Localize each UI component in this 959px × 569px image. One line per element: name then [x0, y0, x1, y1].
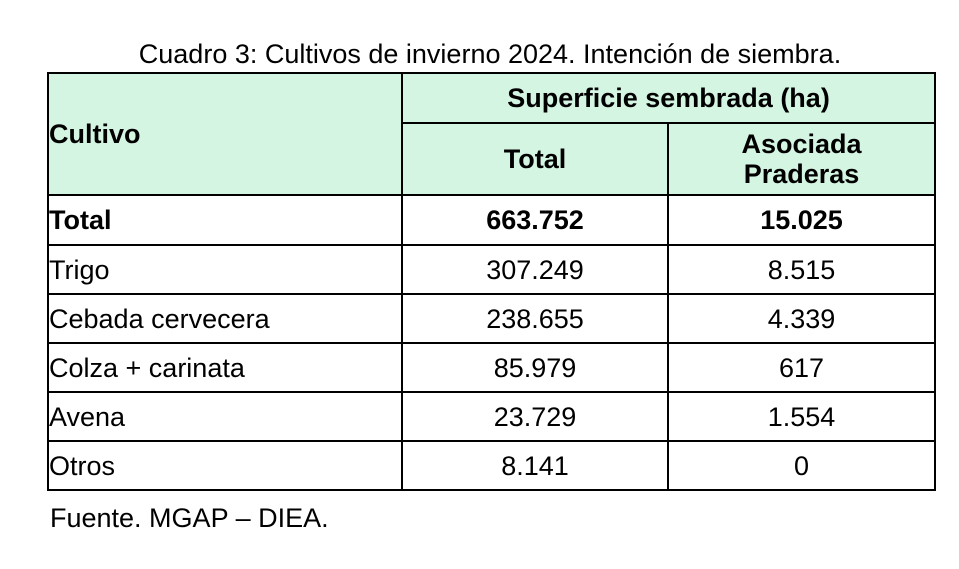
row-cultivo: Trigo	[48, 245, 402, 294]
header-superficie-sembrada: Superficie sembrada (ha)	[402, 73, 935, 123]
table-row	[48, 343, 935, 392]
crops-table	[47, 72, 936, 491]
row-total: 8.141	[402, 441, 668, 490]
table-caption: Cuadro 3: Cultivos de invierno 2024. Intención de siembra.	[138, 39, 842, 69]
row-total: 238.655	[402, 294, 668, 343]
row-cultivo: Cebada cervecera	[48, 294, 402, 343]
row-cultivo: Colza + carinata	[48, 343, 402, 392]
table-row	[48, 392, 935, 441]
row-total: 307.249	[402, 245, 668, 294]
table-row-total	[48, 195, 935, 245]
row-asociada: 0	[668, 441, 935, 490]
row-cultivo: Total	[48, 195, 402, 245]
row-asociada: 15.025	[668, 195, 935, 245]
header-total: Total	[402, 123, 668, 195]
header-row-group	[48, 73, 935, 123]
row-asociada: 617	[668, 343, 935, 392]
header-asociada-praderas	[668, 123, 935, 195]
row-cultivo: Otros	[48, 441, 402, 490]
row-total: 85.979	[402, 343, 668, 392]
table-row	[48, 245, 935, 294]
row-asociada: 1.554	[668, 392, 935, 441]
row-asociada: 4.339	[668, 294, 935, 343]
table-row	[48, 294, 935, 343]
row-asociada: 8.515	[668, 245, 935, 294]
row-total: 23.729	[402, 392, 668, 441]
row-total: 663.752	[402, 195, 668, 245]
header-asociada-line2: Praderas	[743, 159, 860, 189]
source-note: Fuente. MGAP – DIEA.	[50, 503, 329, 533]
row-cultivo: Avena	[48, 392, 402, 441]
header-asociada-line1: Asociada	[741, 129, 862, 159]
header-cultivo: Cultivo	[48, 73, 402, 195]
table-row	[48, 441, 935, 490]
